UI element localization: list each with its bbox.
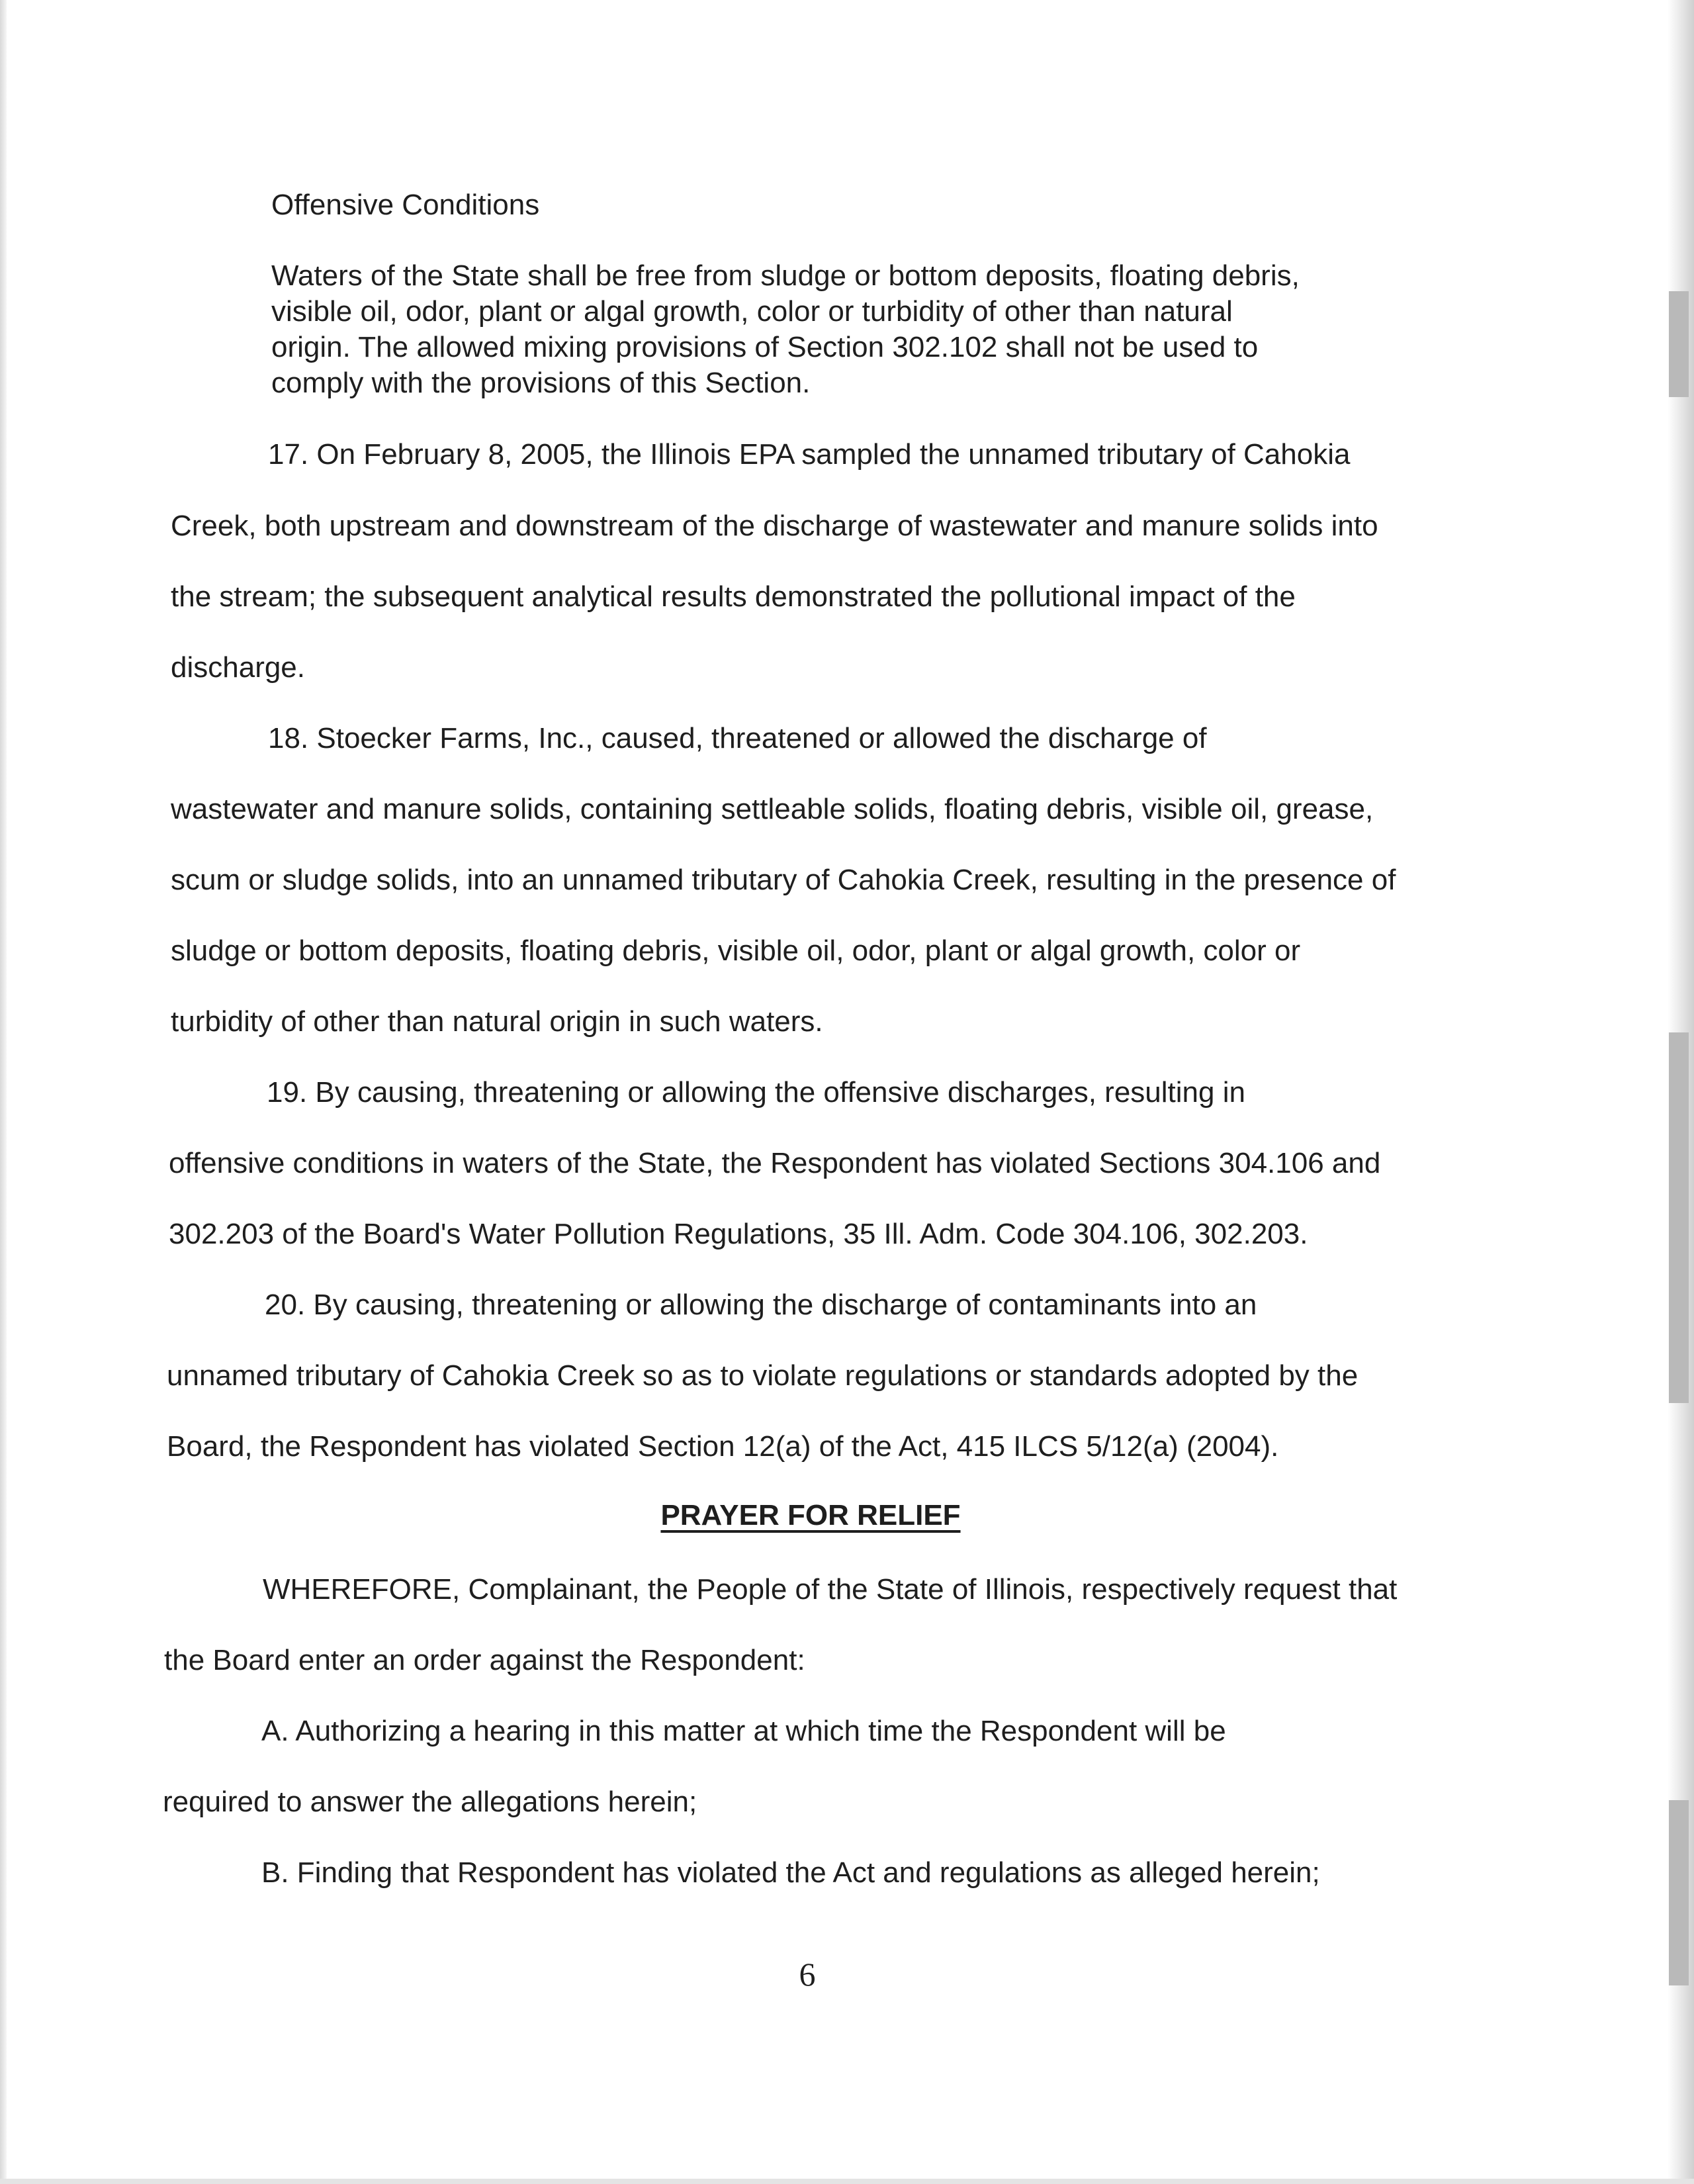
quote-line: origin. The allowed mixing provisions of Section 302.102 shall not be used to — [271, 331, 1259, 363]
paragraph-line: Board, the Respondent has violated Section 12(a) of the Act, 415 ILCS 5/12(a) (2004). — [167, 1430, 1279, 1463]
paragraph-line: 19. By causing, threatening or allowing the offensive discharges, resulting in — [267, 1076, 1245, 1109]
paragraph-line: the stream; the subsequent analytical results demonstrated the pollutional impact of the — [171, 580, 1296, 613]
paragraph-line: 18. Stoecker Farms, Inc., caused, threatened or allowed the discharge of — [268, 722, 1207, 754]
quote-line: comply with the provisions of this Section. — [271, 367, 811, 399]
paragraph-line: A. Authorizing a hearing in this matter at which time the Respondent will be — [261, 1715, 1226, 1747]
paragraph-line: discharge. — [171, 651, 306, 684]
section-heading: PRAYER FOR RELIEF — [660, 1499, 961, 1531]
paragraph-line: turbidity of other than natural origin in such waters. — [171, 1005, 823, 1038]
paragraph-line: sludge or bottom deposits, floating debris, visible oil, odor, plant or algal growth, color or — [171, 934, 1301, 967]
paragraph-line: the Board enter an order against the Respondent: — [164, 1644, 805, 1676]
paragraph-line: scum or sludge solids, into an unnamed tributary of Cahokia Creek, resulting in the presence of — [171, 864, 1396, 896]
paragraph-line: 17. On February 8, 2005, the Illinois EPA sampled the unnamed tributary of Cahokia — [268, 438, 1351, 471]
paragraph-line: 20. By causing, threatening or allowing the discharge of contaminants into an — [265, 1289, 1257, 1321]
paragraph-line: Creek, both upstream and downstream of the discharge of wastewater and manure solids into — [171, 510, 1378, 542]
page-number: 6 — [799, 1956, 816, 1993]
quote-title: Offensive Conditions — [271, 189, 540, 221]
paragraph-line: unnamed tributary of Cahokia Creek so as to violate regulations or standards adopted by the — [167, 1359, 1359, 1392]
paragraph-line: required to answer the allegations herein; — [163, 1786, 697, 1818]
paragraph-line: offensive conditions in waters of the State, the Respondent has violated Sections 304.106 and — [169, 1147, 1381, 1179]
quote-line: Waters of the State shall be free from sludge or bottom deposits, floating debris, — [271, 259, 1300, 292]
quote-line: visible oil, odor, plant or algal growth, color or turbidity of other than natural — [271, 295, 1233, 328]
paragraph-line: WHEREFORE, Complainant, the People of the State of Illinois, respectively request that — [263, 1573, 1398, 1606]
paragraph-line: wastewater and manure solids, containing settleable solids, floating debris, visible oil, grease, — [171, 793, 1374, 825]
paragraph-line: 302.203 of the Board's Water Pollution Regulations, 35 Ill. Adm. Code 304.106, 302.203. — [169, 1218, 1308, 1250]
paragraph-line: B. Finding that Respondent has violated the Act and regulations as alleged herein; — [261, 1856, 1320, 1889]
